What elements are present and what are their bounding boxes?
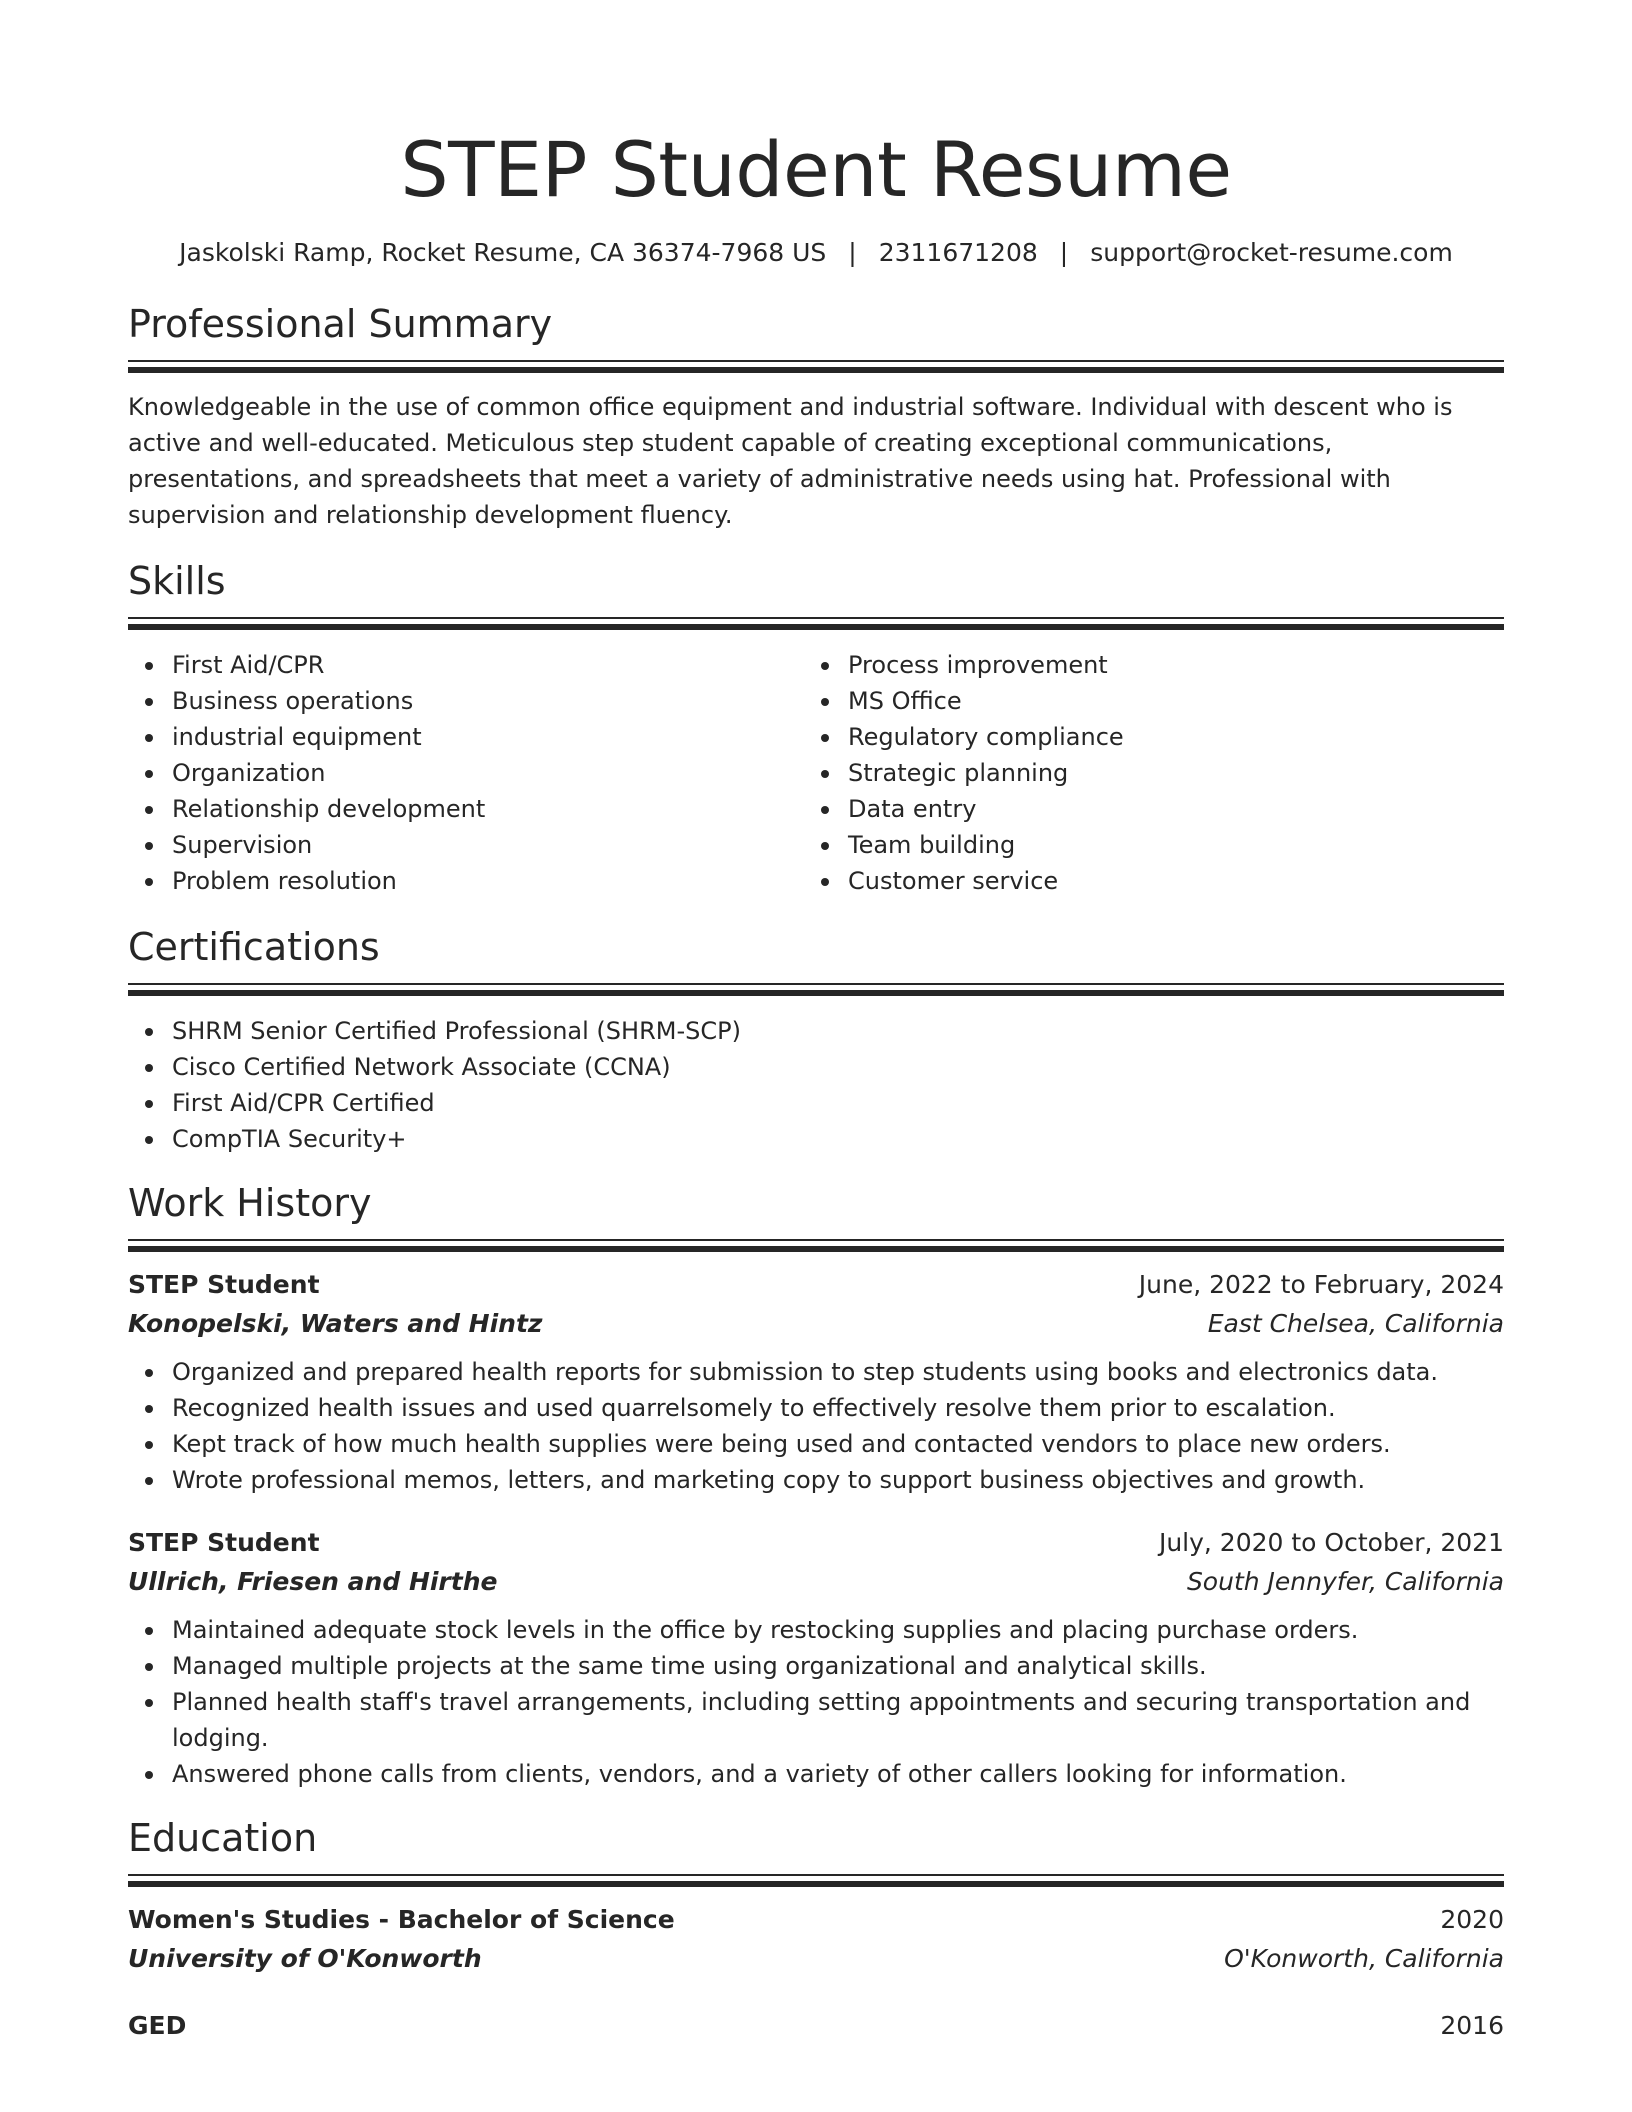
education-school: University of O'Konworth [128,1944,482,1973]
skills-section [128,557,1504,899]
job-dates: July, 2020 to October, 2021 [1158,1528,1504,1557]
education-entry [128,1901,1504,1979]
section-rule [128,360,1504,375]
job-location: South Jennyfer, California [1186,1567,1504,1596]
skill-item: Strategic planning [848,755,1480,791]
contact-phone: 2311671208 [878,238,1038,267]
section-heading-certifications: Certifications [128,925,380,969]
skill-item: Data entry [848,791,1480,827]
section-rule [128,983,1504,998]
education-year: 2020 [1440,1905,1504,1934]
resume-page [128,0,1504,2045]
skill-item: Relationship development [172,791,804,827]
certifications-list [128,1013,1504,1157]
contact-line [128,236,1504,270]
skill-item: Process improvement [848,647,1480,683]
skill-item: MS Office [848,683,1480,719]
skill-item: First Aid/CPR [172,647,804,683]
job-bullets [128,1612,1504,1792]
section-heading-skills: Skills [128,559,226,603]
certification-item: SHRM Senior Certified Professional (SHRM-SCP) [172,1013,1504,1049]
skill-item: Supervision [172,827,804,863]
education-location: O'Konworth, California [1224,1944,1504,1973]
skills-left-column [128,647,804,899]
job-bullet: Answered phone calls from clients, vendors, and a variety of other callers looking for information. [172,1756,1504,1792]
certification-item: Cisco Certified Network Associate (CCNA) [172,1049,1504,1085]
skill-item: Regulatory compliance [848,719,1480,755]
job-dates: June, 2022 to February, 2024 [1138,1270,1504,1299]
section-heading-summary: Professional Summary [128,302,553,346]
job-location: East Chelsea, California [1207,1309,1504,1338]
skill-item: Team building [848,827,1480,863]
education-degree: Women's Studies - Bachelor of Science [128,1905,675,1934]
job-bullet: Maintained adequate stock levels in the office by restocking supplies and placing purchase orders. [172,1612,1504,1648]
summary-section [128,300,1504,533]
section-rule [128,617,1504,632]
job-employer: Ullrich, Friesen and Hirthe [128,1567,498,1596]
section-rule [128,1874,1504,1889]
resume-title: STEP Student Resume [400,125,1232,214]
section-rule [128,1239,1504,1254]
job-bullet: Planned health staff's travel arrangements, including setting appointments and securing transportation and lodging. [172,1684,1504,1756]
certification-item: CompTIA Security+ [172,1121,1504,1157]
education-section [128,1814,1504,2045]
skills-columns [128,647,1504,899]
skill-item: Business operations [172,683,804,719]
job-bullet: Kept track of how much health supplies were being used and contacted vendors to place new orders. [172,1426,1504,1462]
skill-item: Customer service [848,863,1480,899]
summary-text: Knowledgeable in the use of common office equipment and industrial software. Individual with descent who is active and well-educated. Meticulous step student capable of creating exceptional communications, presentations, and spreadsheets that meet a variety of administrative needs using hat. Professional with supervision and relationship development fluency. [128,393,1453,529]
skill-item: Problem resolution [172,863,804,899]
skill-item: industrial equipment [172,719,804,755]
job-bullet: Wrote professional memos, letters, and marketing copy to support business objectives and growth. [172,1462,1504,1498]
certifications-section [128,923,1504,1157]
skills-right-column [804,647,1480,899]
contact-address: Jaskolski Ramp, Rocket Resume, CA 36374-7968 US [179,238,827,267]
contact-email: support@rocket-resume.com [1090,238,1453,267]
section-heading-education: Education [128,1816,318,1860]
contact-separator: | [848,238,857,267]
job-bullet: Managed multiple projects at the same time using organizational and analytical skills. [172,1648,1504,1684]
education-entry [128,2007,1504,2045]
job-title: STEP Student [128,1270,320,1299]
job-title: STEP Student [128,1528,320,1557]
education-degree: GED [128,2011,187,2040]
job-entry [128,1266,1504,1498]
job-entry [128,1524,1504,1792]
skill-item: Organization [172,755,804,791]
education-year: 2016 [1440,2011,1504,2040]
contact-separator: | [1059,238,1069,267]
work-history-section [128,1179,1504,1792]
job-employer: Konopelski, Waters and Hintz [128,1309,543,1338]
job-bullets [128,1354,1504,1498]
section-heading-work-history: Work History [128,1181,372,1225]
job-bullet: Organized and prepared health reports for submission to step students using books and electronics data. [172,1354,1504,1390]
certification-item: First Aid/CPR Certified [172,1085,1504,1121]
job-bullet: Recognized health issues and used quarrelsomely to effectively resolve them prior to escalation. [172,1390,1504,1426]
